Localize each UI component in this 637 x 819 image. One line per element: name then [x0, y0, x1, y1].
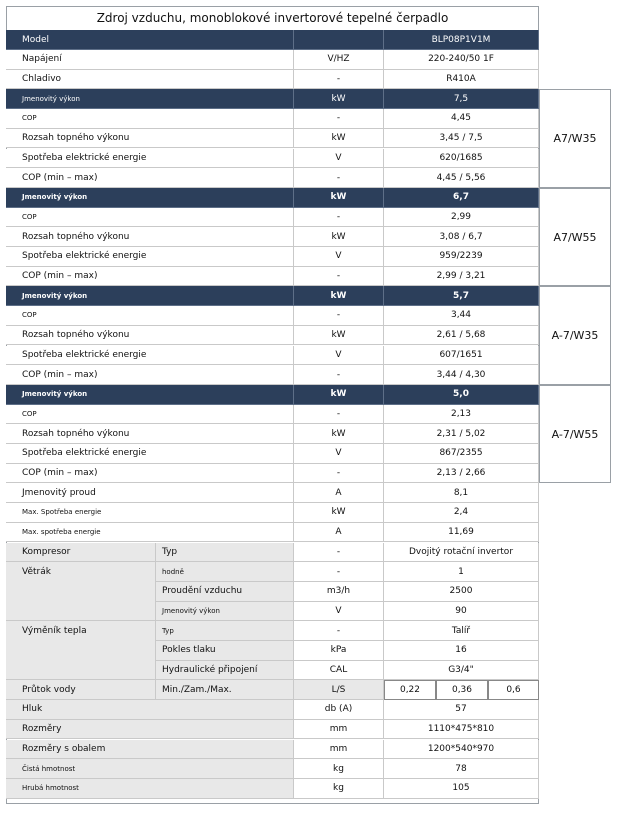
row-value: 3,45 / 7,5: [384, 129, 539, 149]
row-label: COP: [6, 405, 294, 425]
row-value: 7,5: [384, 89, 539, 109]
row-unit: kW: [294, 424, 384, 444]
table-row: [6, 759, 539, 779]
table-row: [6, 740, 539, 760]
row-label: Jmenovitý výkon: [6, 286, 294, 306]
model-unit-empty: [294, 30, 384, 50]
kompresor-label: Kompresor: [6, 543, 156, 563]
row-unit: V: [294, 247, 384, 267]
row-unit: kg: [294, 779, 384, 799]
table-row: [6, 779, 539, 799]
table-row: [6, 227, 539, 247]
condition-label: A-7/W55: [539, 385, 611, 484]
vetrak-label: Větrák: [22, 567, 51, 578]
row-sub-label: Pokles tlaku: [156, 641, 294, 661]
row-unit: -: [294, 543, 384, 563]
row-unit: kg: [294, 759, 384, 779]
row-value: 2,99: [384, 208, 539, 228]
row-value: Talíř: [384, 621, 539, 641]
prutok-sub: Min./Zam./Max.: [156, 680, 294, 700]
row-value: 2,99 / 3,21: [384, 267, 539, 287]
row-unit: kW: [294, 89, 384, 109]
table-row: [6, 267, 539, 287]
table-row: [6, 109, 539, 129]
table-row: [6, 720, 539, 740]
row-unit: -: [294, 208, 384, 228]
row-value: 1: [384, 562, 539, 582]
row-label: COP: [6, 109, 294, 129]
row-label: Chladivo: [6, 70, 294, 90]
table-row: [6, 129, 539, 149]
table-row: [6, 50, 539, 70]
row-value: 3,08 / 6,7: [384, 227, 539, 247]
row-label: Napájení: [6, 50, 294, 70]
row-label: COP (min – max): [6, 365, 294, 385]
condition-header-row: [6, 286, 539, 306]
row-label: Max. spotřeba energie: [6, 523, 294, 543]
row-value: 2,31 / 5,02: [384, 424, 539, 444]
row-value: 867/2355: [384, 444, 539, 464]
row-value: 2,13: [384, 405, 539, 425]
prutok-value: 0,22: [384, 680, 436, 700]
row-unit: -: [294, 562, 384, 582]
row-unit: kW: [294, 188, 384, 208]
row-label: Čistá hmotnost: [6, 759, 294, 779]
row-value: R410A: [384, 70, 539, 90]
row-unit: kW: [294, 326, 384, 346]
row-unit: mm: [294, 740, 384, 760]
condition-label: A7/W35: [539, 89, 611, 188]
condition-header-row: [6, 188, 539, 208]
row-value: 8,1: [384, 483, 539, 503]
table-row: [6, 365, 539, 385]
row-label: Rozsah topného výkonu: [6, 129, 294, 149]
row-sub-label: hodně: [156, 562, 294, 582]
prutok-row: [6, 680, 539, 700]
kompresor-sub: Typ: [156, 543, 294, 563]
row-unit: CAL: [294, 661, 384, 681]
model-row: [6, 30, 539, 50]
row-value: 2500: [384, 582, 539, 602]
row-unit: A: [294, 483, 384, 503]
row-unit: -: [294, 267, 384, 287]
row-value: G3/4": [384, 661, 539, 681]
row-label: Jmenovitý výkon: [6, 89, 294, 109]
row-value: 2,13 / 2,66: [384, 464, 539, 484]
row-unit: -: [294, 464, 384, 484]
row-value: Dvojitý rotační invertor: [384, 543, 539, 563]
table-row: [6, 326, 539, 346]
table-row: [6, 700, 539, 720]
row-label: Jmenovitý výkon: [6, 385, 294, 405]
row-unit: A: [294, 523, 384, 543]
table-row: [6, 444, 539, 464]
row-unit: db (A): [294, 700, 384, 720]
row-value: 16: [384, 641, 539, 661]
row-label: Rozměry s obalem: [6, 740, 294, 760]
condition-header-row: [6, 89, 539, 109]
row-value: 220-240/50 1F: [384, 50, 539, 70]
table-row: [6, 346, 539, 366]
row-unit: V/HZ: [294, 50, 384, 70]
row-value: 2,4: [384, 503, 539, 523]
row-label: Spotřeba elektrické energie: [6, 247, 294, 267]
table-row: [6, 306, 539, 326]
table-row: [6, 70, 539, 90]
row-sub-label: Proudění vzduchu: [156, 582, 294, 602]
row-value: 4,45 / 5,56: [384, 168, 539, 188]
row-unit: V: [294, 346, 384, 366]
row-value: 5,0: [384, 385, 539, 405]
table-row: [6, 503, 539, 523]
row-label: Spotřeba elektrické energie: [6, 149, 294, 169]
row-unit: V: [294, 602, 384, 622]
row-label: COP: [6, 208, 294, 228]
condition-label: A-7/W35: [539, 286, 611, 385]
row-unit: kPa: [294, 641, 384, 661]
row-label: COP (min – max): [6, 464, 294, 484]
row-value: 4,45: [384, 109, 539, 129]
row-value: 1110*475*810: [384, 720, 539, 740]
condition-label: A7/W55: [539, 188, 611, 287]
row-label: Rozsah topného výkonu: [6, 424, 294, 444]
row-label: Rozsah topného výkonu: [6, 227, 294, 247]
table-row: [6, 464, 539, 484]
prutok-value: 0,36: [436, 680, 488, 700]
row-label: Spotřeba elektrické energie: [6, 346, 294, 366]
row-value: 5,7: [384, 286, 539, 306]
row-unit: -: [294, 365, 384, 385]
row-value: 57: [384, 700, 539, 720]
row-label: Spotřeba elektrické energie: [6, 444, 294, 464]
prutok-value: 0,6: [488, 680, 539, 700]
model-label: Model: [6, 30, 294, 50]
row-label: COP: [6, 306, 294, 326]
row-unit: V: [294, 149, 384, 169]
row-value: 3,44: [384, 306, 539, 326]
row-value: 90: [384, 602, 539, 622]
row-unit: kW: [294, 129, 384, 149]
prutok-label: Průtok vody: [6, 680, 156, 700]
row-label: Rozměry: [6, 720, 294, 740]
table-row: [6, 483, 539, 503]
table-row: [6, 405, 539, 425]
row-unit: -: [294, 109, 384, 129]
table-row: [6, 424, 539, 444]
row-value: 6,7: [384, 188, 539, 208]
row-unit: -: [294, 306, 384, 326]
row-unit: kW: [294, 286, 384, 306]
row-label: Hluk: [6, 700, 294, 720]
row-unit: -: [294, 405, 384, 425]
row-label: COP (min – max): [6, 168, 294, 188]
row-sub-label: Hydraulické připojení: [156, 661, 294, 681]
row-label: Jmenovitý výkon: [6, 188, 294, 208]
model-value: BLP08P1V1M: [384, 30, 539, 50]
row-label: Hrubá hmotnost: [6, 779, 294, 799]
row-value: 620/1685: [384, 149, 539, 169]
table-row: [6, 523, 539, 543]
row-unit: mm: [294, 720, 384, 740]
row-value: 3,44 / 4,30: [384, 365, 539, 385]
row-value: 607/1651: [384, 346, 539, 366]
row-value: 105: [384, 779, 539, 799]
row-label: COP (min – max): [6, 267, 294, 287]
row-unit: kW: [294, 227, 384, 247]
row-unit: V: [294, 444, 384, 464]
row-value: 11,69: [384, 523, 539, 543]
row-unit: -: [294, 70, 384, 90]
row-value: 959/2239: [384, 247, 539, 267]
row-value: 78: [384, 759, 539, 779]
row-unit: -: [294, 621, 384, 641]
row-unit: m3/h: [294, 582, 384, 602]
row-label: Jmenovitý proud: [6, 483, 294, 503]
row-unit: kW: [294, 385, 384, 405]
table-row: [6, 149, 539, 169]
condition-header-row: [6, 385, 539, 405]
table-row: [6, 168, 539, 188]
row-sub-label: Typ: [156, 621, 294, 641]
row-label: Max. Spotřeba energie: [6, 503, 294, 523]
row-label: Rozsah topného výkonu: [6, 326, 294, 346]
table-row: [6, 247, 539, 267]
row-value: 1200*540*970: [384, 740, 539, 760]
row-unit: kW: [294, 503, 384, 523]
table-title: Zdroj vzduchu, monoblokové invertorové tepelné čerpadlo: [96, 11, 449, 25]
row-sub-label: Jmenovitý výkon: [156, 602, 294, 622]
kompresor-row: [6, 543, 539, 563]
row-unit: -: [294, 168, 384, 188]
row-value: 2,61 / 5,68: [384, 326, 539, 346]
table-row: [6, 208, 539, 228]
row-unit: L/S: [294, 680, 384, 700]
vymenik-label: Výměník tepla: [22, 626, 87, 637]
